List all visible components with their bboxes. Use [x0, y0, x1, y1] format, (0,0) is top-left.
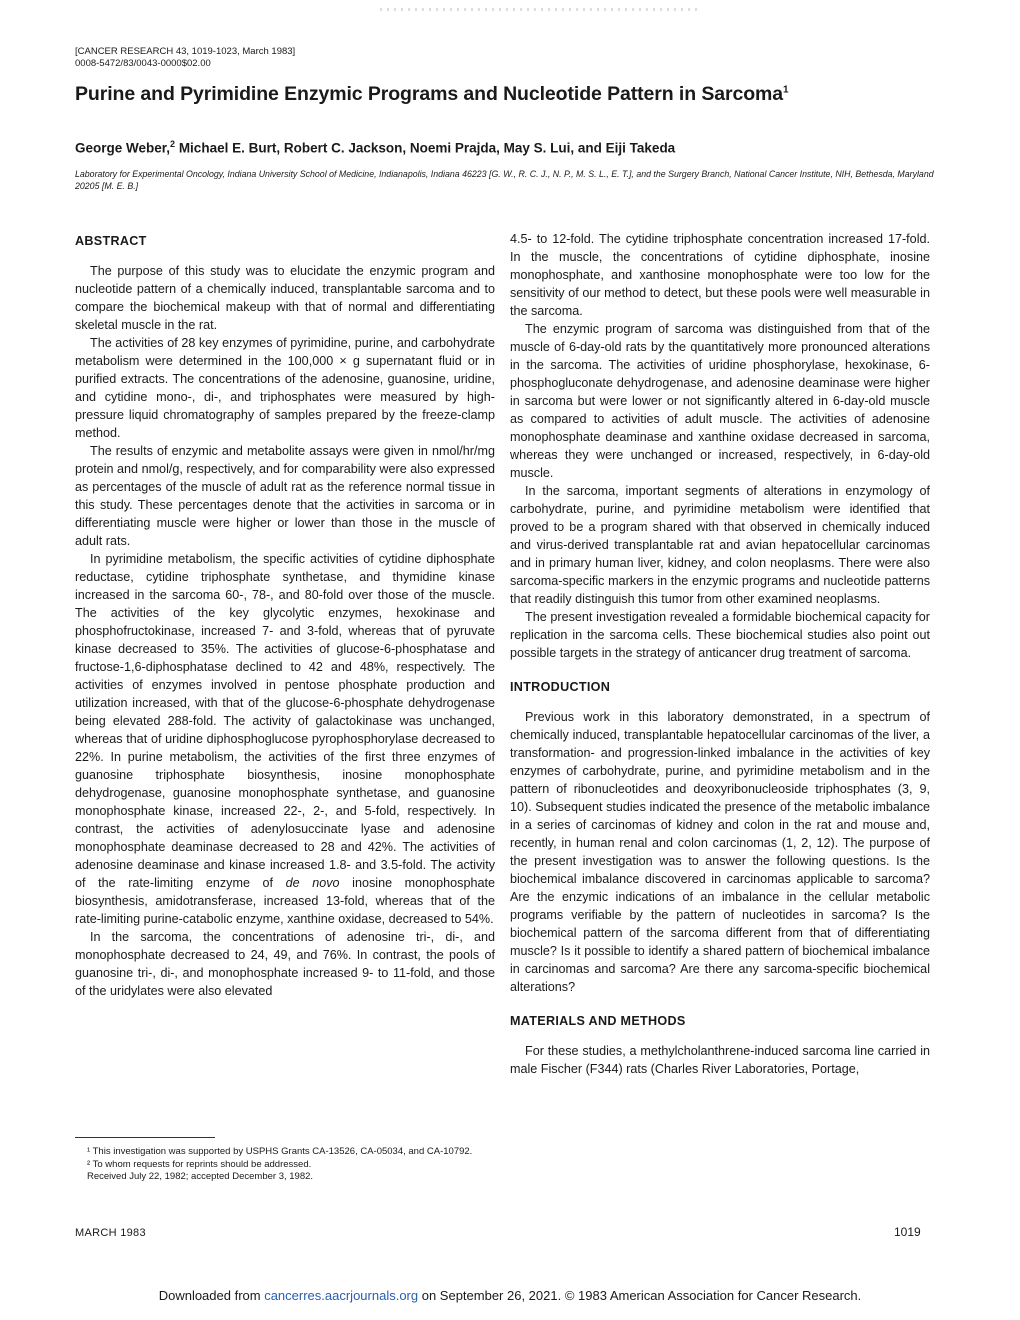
introduction-paragraph: Previous work in this laboratory demonstrated, in a spectrum of chemically induced, transplantable hepatocellular carcinomas of the liver, a transformation- and progression-linked imbalance in the activities of key enzymes of carbohydrate, purine, and pyrimidine metabolism and in the pattern of ribonucleotides and deoxyribonucleoside triphosphates (3, 9, 10). Subsequent studies indicated the presence of the metabolic imbalance in a series of carcinomas of kidney and colon in the rat and mouse and, recently, in human renal and colon carcinomas (1, 2, 12). The purpose of the present investigation was to answer the following questions. Is the biochemical imbalance discovered in carcinomas applicable to sarcoma? Are the enzymic indications of an imbalance in the cellular metabolic programs verifiable by the pattern of nucleotides in sarcoma? Is the biochemical pattern of the sarcoma different from that of differentiating muscle? Is it possible to identify a shared pattern of biochemical imbalance in carcinomas and sarcoma? Are there any sarcoma-specific biochemical alterations?	[510, 710, 930, 994]
issn-code: 0008-5472/83/0043-0000$02.00	[75, 58, 211, 69]
received-date: Received July 22, 1982; accepted December 3, 1982.	[87, 1171, 314, 1182]
left-column	[75, 232, 495, 1000]
abstract-paragraph: The activities of 28 key enzymes of pyrimidine, purine, and carbohydrate metabolism were determined in the 100,000 × g supernatant fluid or in purified extracts. The concentrations of the adenosine, guanosine, uridine, and cytidine mono-, di-, and triphosphates were measured by high-pressure liquid chromatography of samples prepared by the freeze-clamp method.	[75, 336, 495, 440]
author-first: George Weber,	[75, 140, 171, 156]
journal-reference: [CANCER RESEARCH 43, 1019-1023, March 1983]	[75, 46, 296, 57]
download-prefix: Downloaded from	[158, 1288, 265, 1303]
journal-link[interactable]: cancerres.aacrjournals.org	[264, 1288, 419, 1303]
abstract-heading: ABSTRACT	[75, 234, 147, 248]
abstract-paragraph: The purpose of this study was to elucidate the enzymic program and nucleotide pattern of a chemically induced, transplantable sarcoma and to compare the biochemical makeup with that of normal and differentiating skeletal muscle in the rat.	[75, 264, 495, 332]
abstract-paragraph: The enzymic program of sarcoma was distinguished from that of the muscle of 6-day-old rats by the quantitatively more pronounced alterations in the sarcoma. The activities of uridine phosphorylase, hexokinase, 6-phosphogluconate dehydrogenase, and adenosine deaminase were higher in sarcoma but were lower or not significantly altered in 6-day-old muscle as compared to activities of adult muscle. The activities of adenosine monophosphate deaminase and xanthine oxidase decreased in sarcoma, whereas they were unchanged or increased, respectively, in 6-day-old muscle.	[510, 322, 930, 480]
title-footnote-mark: 1	[783, 84, 789, 96]
methods-heading: MATERIALS AND METHODS	[510, 1014, 686, 1028]
footnotes	[75, 1146, 505, 1184]
abstract-paragraph	[75, 550, 495, 928]
abstract-paragraph: The present investigation revealed a formidable biochemical capacity for replication in the sarcoma cells. These biochemical studies also point out possible targets in the strategy of anticancer drug treatment of sarcoma.	[510, 610, 930, 660]
author-footnote-mark: 2	[170, 139, 176, 149]
author-rest: Michael E. Burt, Robert C. Jackson, Noemi Prajda, May S. Lui, and Eiji Takeda	[175, 140, 676, 156]
journal-header	[75, 46, 295, 70]
affiliation: Laboratory for Experimental Oncology, Indiana University School of Medicine, Indianapolis, Indiana 46223 [G. W., R. C. J., N. P., M. S. L., E. T.], and the Surgery Branch, National Cancer Institute, NIH, Bethesda, Maryland 20205 [M. E. B.]	[75, 169, 934, 191]
page-number: 1019	[894, 1225, 921, 1239]
introduction-heading: INTRODUCTION	[510, 680, 611, 694]
article-title	[75, 83, 955, 106]
author-list	[75, 139, 975, 156]
abstract-text: inosine monophosphate biosynthesis, amidotransferase, increased 13-fold, whereas that of the rate-limiting purine-catabolic enzyme, xanthine oxidase, decreased to 54%.	[75, 876, 495, 926]
article-title-text: Purine and Pyrimidine Enzymic Programs and Nucleotide Pattern in Sarcoma	[75, 83, 783, 105]
abstract-paragraph: The results of enzymic and metabolite assays were given in nmol/hr/mg protein and nmol/g, respectively, and for comparability were also expressed as percentages of the muscle of adult rat as the reference normal tissue in this study. These percentages denote that the activities in sarcoma or in differentiating muscle were higher or lower than those in the muscle of adult rats.	[75, 444, 495, 548]
footnote-1: ¹ This investigation was supported by USPHS Grants CA-13526, CA-05034, and CA-10792.	[87, 1146, 473, 1157]
scan-artifact	[380, 8, 700, 11]
right-column	[510, 230, 930, 1078]
footnote-divider	[75, 1137, 215, 1138]
footnote-2: ² To whom requests for reprints should be addressed.	[87, 1158, 312, 1170]
issue-date: MARCH 1983	[75, 1227, 146, 1239]
download-notice	[0, 1288, 1020, 1304]
abstract-paragraph-continued: 4.5- to 12-fold. The cytidine triphosphate concentration increased 17-fold. In the muscle, the concentrations of cytidine diphosphate, inosine monophosphate, and xanthosine monophosphate were too low for the sensitivity of our method to detect, but these pools were well measurable in the sarcoma.	[510, 232, 930, 318]
abstract-text: In pyrimidine metabolism, the specific activities of cytidine diphosphate reductase, cytidine triphosphate synthetase, and thymidine kinase increased in the sarcoma 60-, 78-, and 80-fold over those of the muscle. The activities of the key glycolytic enzymes, hexokinase and phosphofructokinase, increased 7- and 3-fold, whereas that of pyruvate kinase decreased to 35%. The activities of glucose-6-phosphatase and fructose-1,6-diphosphatase declined to 42 and 48%, respectively. The activities of enzymes involved in pentose phosphate production and utilization increased, with that of the glucose-6-phosphate dehydrogenase being elevated 288-fold. The activity of galactokinase was unchanged, whereas that of uridine diphosphoglucose pyrophosphorylase decreased to 22%. In purine metabolism, the activities of the first three enzymes of guanosine triphosphate biosynthesis, inosine monophosphate dehydrogenase, guanosine monophosphate synthetase, and guanosine monophosphate kinase, increased 22-, 2-, and 5-fold, respectively. In contrast, the activities of adenylosuccinate lyase and adenosine monophosphate deaminase decreased to 28 and 42%. The activities of adenosine deaminase and kinase increased 1.8- and 3.5-fold. The activity of the rate-limiting enzyme of	[75, 552, 495, 890]
methods-paragraph: For these studies, a methylcholanthrene-induced sarcoma line carried in male Fischer (F344) rats (Charles River Laboratories, Portage,	[510, 1044, 930, 1076]
download-suffix: on September 26, 2021. © 1983 American Association for Cancer Research.	[418, 1288, 862, 1303]
abstract-paragraph: In the sarcoma, important segments of alterations in enzymology of carbohydrate, purine, and pyrimidine metabolism were identified that proved to be a program shared with that observed in chemically induced and virus-derived transplantable rat and avian hepatocellular carcinomas and in primary human liver, kidney, and colon neoplasms. There were also sarcoma-specific markers in the enzymic programs and nucleotide patterns that readily distinguish this tumor from other examined neoplasms.	[510, 484, 930, 606]
italic-term: de novo	[285, 876, 340, 890]
abstract-paragraph: In the sarcoma, the concentrations of adenosine tri-, di-, and monophosphate decreased to 24, 49, and 76%. In contrast, the pools of guanosine tri-, di-, and monophosphate increased 9- to 11-fold, and those of the uridylates were also elevated	[75, 930, 495, 998]
